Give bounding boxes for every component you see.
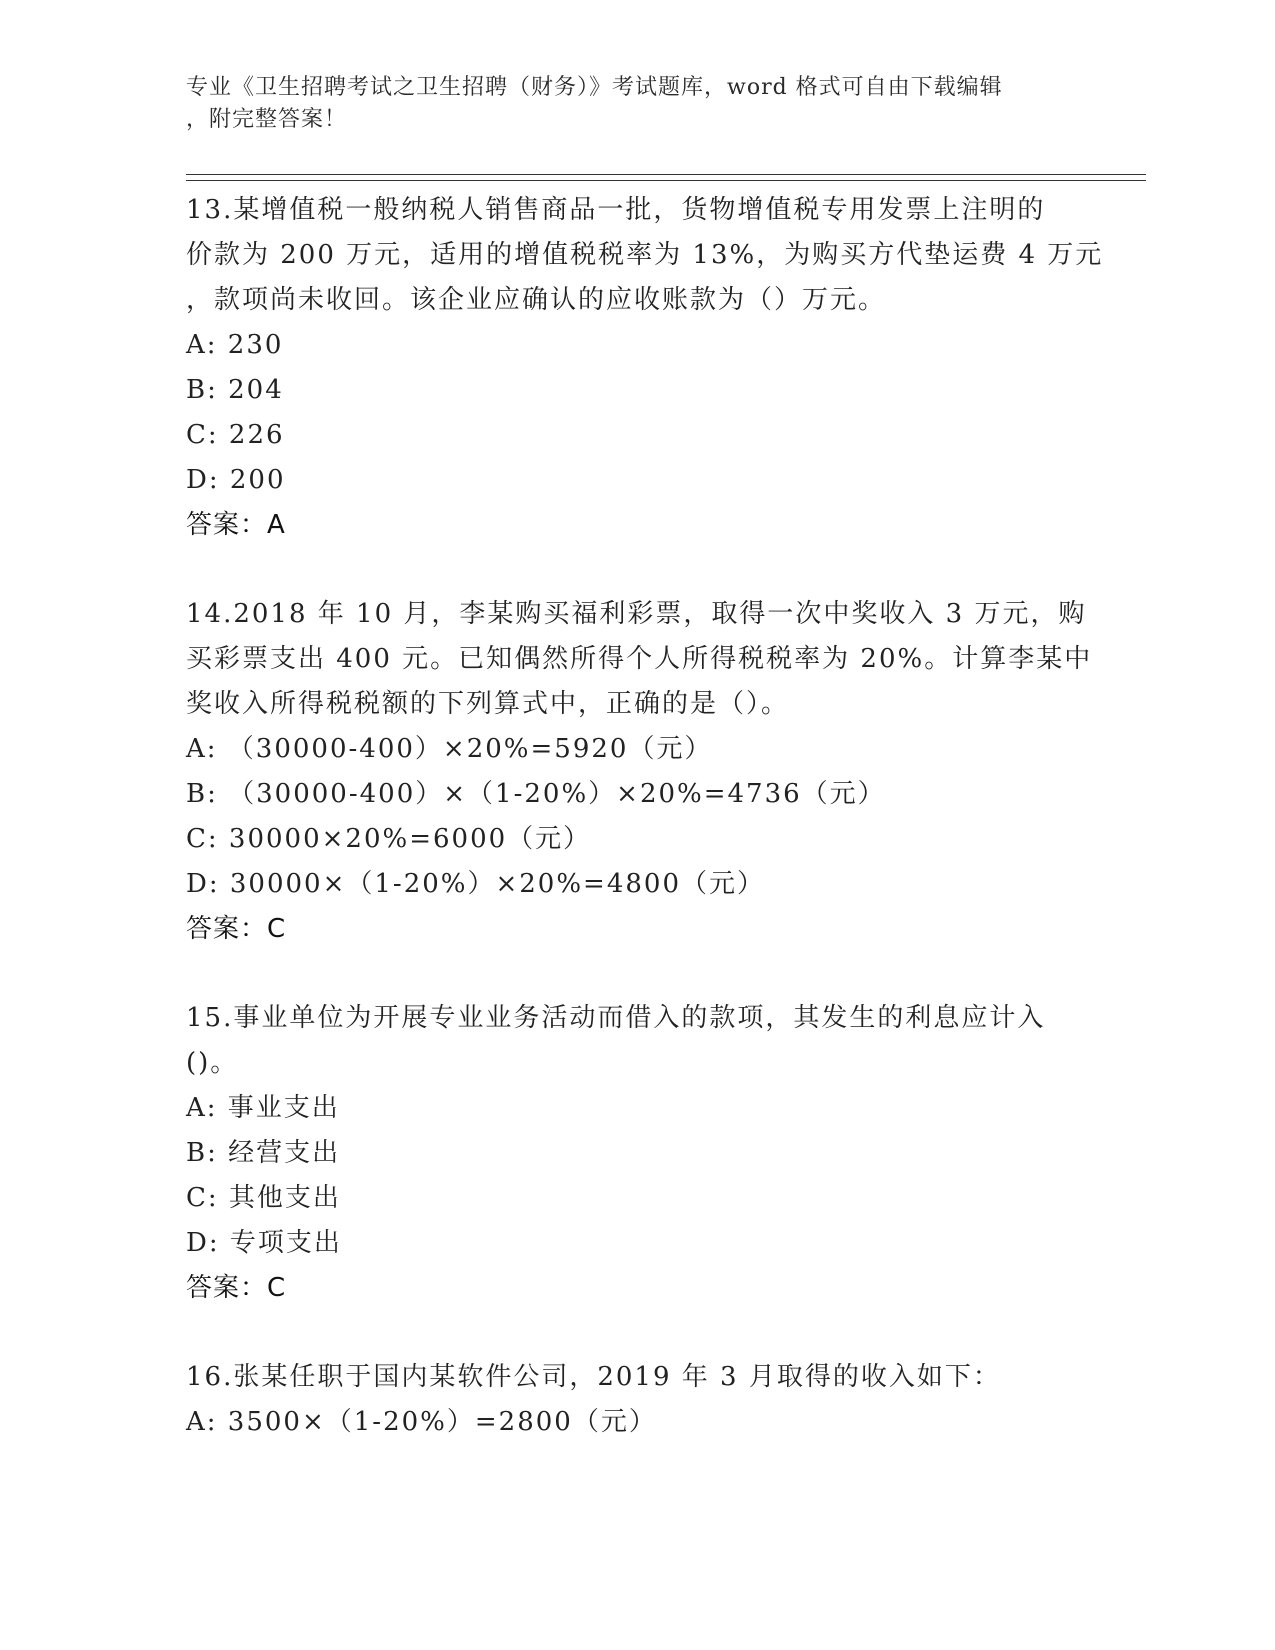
option-c: C: 30000×20%=6000（元）	[186, 824, 592, 854]
question-stem	[186, 188, 1104, 323]
stem-line: ()。	[186, 1048, 239, 1078]
question-stem	[186, 592, 1093, 727]
document-header	[186, 72, 1066, 136]
header-divider-bottom	[186, 180, 1146, 181]
answer-label: 答案：A	[186, 510, 286, 540]
option-a: A: 事业支出	[186, 1093, 340, 1123]
stem-line: 15.事业单位为开展专业业务活动而借入的款项，其发生的利息应计入	[186, 1003, 1046, 1033]
stem-line: 奖收入所得税税额的下列算式中，正确的是（）。	[186, 689, 790, 719]
option-c: C: 226	[186, 420, 285, 450]
answer-label: 答案：C	[186, 914, 287, 944]
stem-line: ，款项尚未收回。该企业应确认的应收账款为（）万元。	[186, 285, 887, 315]
question-15	[186, 996, 1086, 1311]
option-c: C: 其他支出	[186, 1183, 341, 1213]
option-d: D: 专项支出	[186, 1228, 342, 1258]
question-list	[186, 188, 1104, 1489]
option-d: D: 30000×（1-20%）×20%=4800（元）	[186, 869, 766, 899]
option-b: B: （30000-400）×（1-20%）×20%=4736（元）	[186, 779, 886, 809]
stem-line: 价款为 200 万元，适用的增值税税率为 13%，为购买方代垫运费 4 万元	[186, 240, 1104, 270]
stem-line: 14.2018 年 10 月，李某购买福利彩票，取得一次中奖收入 3 万元，购	[186, 599, 1087, 629]
question-14	[186, 592, 1093, 952]
stem-line: 16.张某任职于国内某软件公司，2019 年 3 月取得的收入如下：	[186, 1362, 1001, 1392]
question-13	[186, 188, 1104, 548]
option-a: A: 3500×（1-20%）=2800（元）	[186, 1407, 657, 1437]
option-b: B: 204	[186, 375, 284, 405]
stem-line: 13.某增值税一般纳税人销售商品一批，货物增值税专用发票上注明的	[186, 195, 1046, 225]
question-stem	[186, 996, 1086, 1086]
stem-line: 买彩票支出 400 元。已知偶然所得个人所得税税率为 20%。计算李某中	[186, 644, 1093, 674]
header-divider-top	[186, 174, 1146, 175]
question-16	[186, 1355, 1086, 1445]
question-stem	[186, 1355, 1086, 1400]
option-a: A: （30000-400）×20%=5920（元）	[186, 734, 713, 764]
header-line: ，附完整答案！	[186, 107, 348, 132]
header-line: 专业《卫生招聘考试之卫生招聘（财务）》考试题库，word 格式可自由下载编辑	[186, 75, 1003, 100]
answer-label: 答案：C	[186, 1273, 287, 1303]
option-d: D: 200	[186, 465, 286, 495]
option-a: A: 230	[186, 330, 284, 360]
option-b: B: 经营支出	[186, 1138, 341, 1168]
